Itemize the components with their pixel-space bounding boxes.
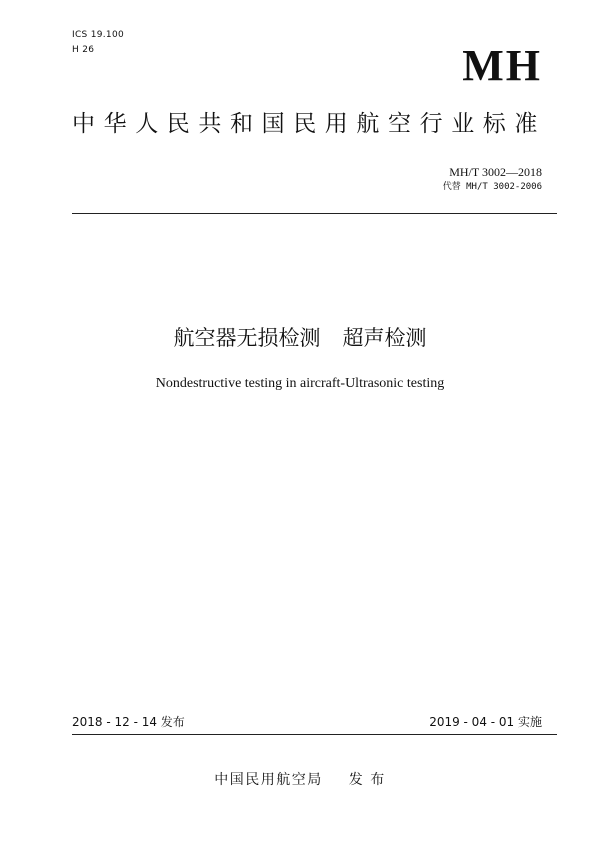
- title-chinese-part2: 超声检测: [342, 326, 427, 350]
- issue-date: 2018 - 12 - 14 发布: [72, 715, 185, 729]
- title-chinese: [0, 328, 600, 349]
- ics-code: ICS 19.100: [72, 30, 125, 40]
- implementation-date: 2019 - 04 - 01 实施: [429, 715, 542, 729]
- ccs-code: H 26: [72, 45, 95, 55]
- title-chinese-part1: 航空器无损检测: [173, 326, 321, 350]
- standard-number: MH/T 3002—2018: [449, 165, 542, 179]
- title-english: Nondestructive testing in aircraft-Ultrasonic testing: [155, 376, 445, 391]
- issuer-action: 发 布: [348, 772, 386, 788]
- top-divider: [72, 213, 557, 214]
- bottom-divider: [72, 734, 557, 735]
- issuer-name: 中国民用航空局: [214, 772, 323, 788]
- standard-logo: MH: [462, 41, 542, 90]
- standard-category-heading: 中华人民共和国民用航空行业标准: [72, 111, 546, 137]
- replaces-standard: 代替 MH/T 3002-2006: [442, 182, 542, 192]
- issuer-line: [0, 773, 600, 787]
